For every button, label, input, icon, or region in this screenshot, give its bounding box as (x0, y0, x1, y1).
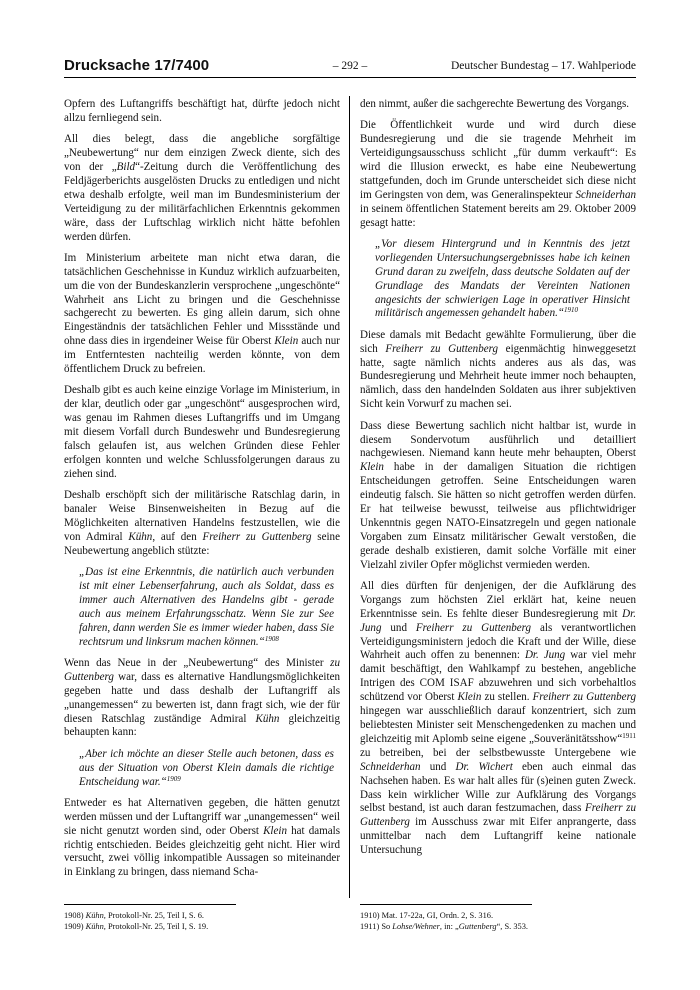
left-column (64, 98, 340, 888)
footnote-ref[interactable]: 1908 (264, 634, 279, 643)
right-column (360, 98, 636, 865)
footnotes-right (360, 910, 640, 932)
paragraph: Opfern des Luftangriffs beschäftigt hat, dürfte jedoch nicht allzu fernliegend sein. (64, 98, 340, 124)
footnote: 1910) Mat. 17-22a, GI, Ordn. 2, S. 316. (360, 911, 494, 920)
footnote-ref[interactable]: 1910 (564, 306, 578, 315)
footnotes-left (64, 910, 344, 932)
footnote: 1909) Kühn, Protokoll-Nr. 25, Teil I, S. 19. (64, 922, 209, 931)
paragraph: Dass diese Bewertung sachlich nicht haltbar ist, wurde in diesem Sondervotum ausführlich und detailliert nachgewiesen. Niemand kann heute mehr behaupten, Oberst Klein habe in der damaligen Situation die richtigen Entscheidungen getroffen. Seine Entscheidungen waren eindeutig falsch. Sie hätten so nicht getroffen werden dürfen. Er hat teilweise bewusst, teilweise aus pflichtwidriger Unkenntnis gegen NATO-Einsatzregeln und gegen nationale Vorgaben zum Einsatz militärischer Gewalt verstoßen, die gerade deshalb existieren, damit solche Vorfälle mit einer Vielzahl ziviler Opfer möglichst vermieden werden. (360, 419, 636, 571)
footnote: 1911) So Lohse/Wehner, in: „Guttenberg“, S. 353. (360, 922, 528, 931)
header-rule (64, 77, 636, 78)
paragraph: Diese damals mit Bedacht gewählte Formulierung, über die sich Freiherr zu Guttenberg eigenmächtig hinweggesetzt hatte, sagte nämlich nichts anderes aus als das, was Bundesregierung und Mehrheit heute immer noch behaupten, nämlich, dass den handelnden Soldaten aus ihrer subjektiven Sicht kein Vorwurf zu machen sei. (360, 328, 636, 411)
paragraph: All dies belegt, dass die angebliche sorgfältige „Neubewertung“ nur dem einzigen Zweck diente, sich des von der „Bild“-Zeitung durch die Veröffentlichung des Feldjägerberichts ausgelösten Drucks zu entledigen und nicht etwa deshalb erfolgte, weil man im Bundesministerium der Verteidigung zu der militärfachlichen Erkenntnis gekommen wäre, dass der Luftschlag wirklich nicht hätte befohlen werden dürfen. (64, 133, 340, 243)
paragraph: Entweder es hat Alternativen gegeben, die hätten genutzt werden müssen und der Luftangriff war „unangemessen“ weil sie nicht genutzt worden sind, oder Oberst Klein hat damals richtig entschieden. Beides gleichzeitig geht nicht. Hier wird versucht, zwei völlig inkompatible Aussagen so miteinander in Einklang zu bringen, dass niemand Scha- (64, 796, 341, 879)
quote-schneiderhan: „Vor diesem Hintergrund und in Kenntnis des jetzt vorliegenden Untersuchungsergebnisses habe ich keinen Grund daran zu zweifeln, dass deutsche Soldaten auf der Grundlage des Mandats der Vereinten Nationen angesichts der schwierigen Lage in operativer Hinsicht militärisch angemessen gehandelt haben.“$^{1910}$ (375, 237, 630, 320)
publisher-label: Deutscher Bundestag – 17. Wahlperiode (450, 60, 636, 72)
paragraph: den nimmt, außer die sachgerechte Bewertung des Vorgangs. (360, 98, 630, 110)
footnote: 1908) Kühn, Protokoll-Nr. 25, Teil I, S. 6. (64, 911, 205, 920)
column-divider (349, 96, 350, 898)
footnote-rule (64, 904, 236, 905)
footnote-rule (360, 904, 532, 905)
footnote-ref[interactable]: 1911 (622, 731, 636, 740)
paragraph: Wenn das Neue in der „Neubewertung“ des Minister zu Guttenberg war, dass es alternative Handlungsmöglichkeiten gegeben hatte und dass deshalb der Luftangriff als „unangemessen“ zu bewerten ist, dann fragt sich, wie der für diesen Ratschlag zuständige Admiral Kühn gleichzeitig behaupten kann: (64, 656, 340, 739)
quote-kuehn-1: „Das ist eine Erkenntnis, die natürlich auch verbunden ist mit einer Lebenserfahrung, auch als Soldat, dass es immer auch Alternativen des Handelns gibt - gerade auch aus meinem Erfahrungsschatz. Wenn Sie zur See fahren, dann werden Sie es immer wieder haben, dass Sie rechtsrum und linksrum machen können.“$^{1908}$ (79, 566, 334, 648)
paragraph: Deshalb erschöpft sich der militärische Ratschlag darin, in banaler Weise Binsenweisheiten in Bezug auf die Möglichkeiten alternativen Handelns festzustellen, wie die von Admiral Kühn, auf den Freiherr zu Guttenberg seine Neubewertung angeblich stützte: (64, 489, 340, 557)
footnote-ref[interactable]: 1909 (166, 774, 181, 783)
document-number: Drucksache 17/7400 (64, 57, 210, 74)
page-number: – 292 – (332, 60, 368, 72)
quote-kuehn-2: „Aber ich möchte an dieser Stelle auch betonen, dass es aus der Situation von Oberst Klein damals die richtige Entscheidung war.“$^{1909}$ (79, 747, 334, 788)
page-header (64, 57, 636, 77)
paragraph: All dies dürften für denjenigen, der die Aufklärung des Vorgangs zum höchsten Ziel erklärt hat, keine neuen Erkenntnisse sein. Es fehlte dieser Bundesregierung mit Dr. Jung und Freiherr zu Guttenberg als verantwortlichen Verteidigungsministern jedoch die Kraft und der Wille, diese Wahrheit auch offen zu benennen: Dr. Jung war viel mehr damit beschäftigt, den Wahlkampf zu bestehen, angebliche Intrigen des COM ISAF abzuwehren und sich vorbehaltlos schützend vor Oberst Klein zu stellen. Freiherr zu Guttenberg hingegen war ausschließlich darauf konzentriert, sich zum beliebtesten Minister seit Menschengedenken zu machen und gleichzeitig mit Aplomb seine eigene „Souveränitätsshow“$^{1911}$ zu betreiben, bei der selbstbewusste Untergebene wie Schneiderhan und Dr. Wichert eben auch einmal das Nachsehen haben. Es war halt alles für (s)einen guten Zweck. Dass kein wirklicher Wille zur Aufklärung des Vorgangs selbst bestand, ist auch daran festzumachen, dass Freiherr zu Guttenberg im Ausschuss zwar mit Eifer anprangerte, dass unmittelbar nach dem Luftangriff keine nationale Untersuchung (360, 579, 637, 857)
paragraph: Deshalb gibt es auch keine einzige Vorlage im Ministerium, in der klar, deutlich oder gar „ungeschönt“ ausgesprochen wird, was genau im Rahmen dieses Luftangriffs und im Umgang mit diesem Vorfall durch Bundeswehr und Bundesregierung falsch gelaufen ist, aus welchen Gründen diese Fehler erfolgen konnten und welche Schlussfolgerungen daraus zu ziehen sind. (64, 384, 340, 480)
paragraph: Im Ministerium arbeitete man nicht etwa daran, die tatsächlichen Geschehnisse in Kunduz wirklich aufzuarbeiten, um die von der Bundeskanzlerin versprochene „ungeschönte“ Wahrheit ans Licht zu bringen und die Geschehnisse sachgerecht zu bewerten. Es ging allein darum, sich ohne Eingeständnis der tatsächlichen Fehler und Missstände und ohne dass dies in irgendeiner Weise für Oberst Klein auch nur im Entferntesten nachteilig werden könnte, von dem öffentlichem Druck zu befreien. (64, 251, 340, 376)
paragraph: Die Öffentlichkeit wurde und wird durch diese Bundesregierung und die sie tragende Mehrheit im Verteidigungsausschuss schlicht „für dumm verkauft“: Es wird die Illusion erweckt, es habe eine Neubewertung stattgefunden, doch im Grunde unterscheidet sich diese nicht im Geringsten von dem, was Generalinspekteur Schneiderhan in seinem öffentlichen Statement bereits am 29. Oktober 2009 gesagt hatte: (360, 119, 636, 229)
